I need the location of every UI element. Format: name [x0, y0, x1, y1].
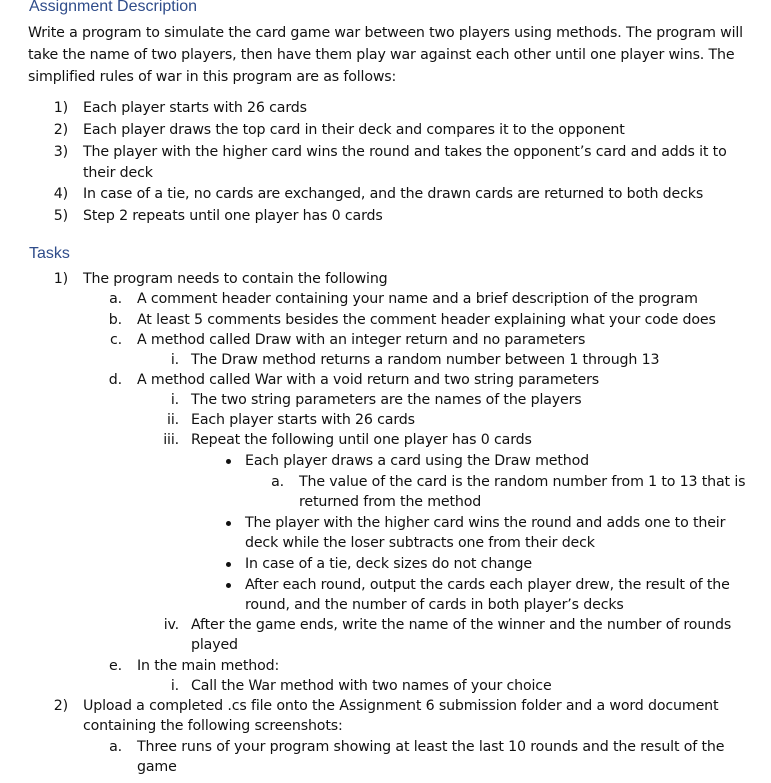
task-1c-i-text: The Draw method returns a random number between 1 through 13	[191, 352, 660, 368]
task-1d-iii-marker: iii.	[163, 432, 179, 448]
task-1c-marker: c.	[109, 332, 122, 348]
task-1c-i-marker: i.	[170, 352, 179, 368]
rule-2-marker: 2)	[53, 122, 68, 138]
task-1d-iv-marker: iv.	[163, 617, 179, 633]
bullet-1-text: Each player draws a card using the Draw method	[245, 453, 589, 469]
task-2a-text-line-1: Three runs of your program showing at least the last 10 rounds and the result of the	[137, 739, 725, 755]
task-1e-i-text: Call the War method with two names of your choice	[191, 678, 552, 694]
task-1a-text: A comment header containing your name and a brief description of the program	[137, 291, 698, 307]
task-1d-ii-marker: ii.	[167, 412, 179, 428]
task-1d-iv-text-line-1: After the game ends, write the name of the winner and the number of rounds	[191, 617, 732, 633]
task-1d-marker: d.	[108, 372, 122, 388]
intro-paragraph: Write a program to simulate the card game war between two players using methods. The program will take the name of two players, then have them play war against each other until one player wins. The simplified rules of war in this program are as follows:	[28, 25, 743, 85]
task-1e-text: In the main method:	[137, 658, 280, 674]
task-1e-i-marker: i.	[170, 678, 179, 694]
rule-4-text: In case of a tie, no cards are exchanged, and the drawn cards are returned to both decks	[83, 186, 704, 202]
task-2-text-line-1: Upload a completed .cs file onto the Assignment 6 submission folder and a word document	[83, 698, 719, 714]
bullet-3-icon	[226, 562, 231, 567]
task-1b-marker: b.	[108, 312, 122, 328]
bullet-3-text: In case of a tie, deck sizes do not change	[245, 556, 532, 572]
task-2-text-line-2: containing the following screenshots:	[83, 718, 343, 734]
rule-4-marker: 4)	[53, 186, 68, 202]
task-1d-ii-text: Each player starts with 26 cards	[191, 412, 415, 428]
rule-2-text: Each player draws the top card in their deck and compares it to the opponent	[83, 122, 625, 138]
task-1d-iv-text-line-2: played	[191, 637, 238, 653]
rule-3-text-line-2: their deck	[83, 165, 153, 181]
tasks-heading: Tasks	[29, 245, 70, 262]
task-1d-i-marker: i.	[170, 392, 179, 408]
rule-5-marker: 5)	[53, 208, 68, 224]
rule-3-marker: 3)	[53, 144, 68, 160]
bullet-2-text-line-1: The player with the higher card wins the round and adds one to their	[245, 515, 726, 531]
task-1d-iii-text: Repeat the following until one player has 0 cards	[191, 432, 532, 448]
bullet-4-text-line-1: After each round, output the cards each player drew, the result of the	[245, 577, 730, 593]
bullet-1a-text-line-1: The value of the card is the random number from 1 to 13 that is	[299, 474, 746, 490]
task-2-marker: 2)	[53, 698, 68, 714]
task-1d-i-text: The two string parameters are the names of the players	[191, 392, 582, 408]
rule-1-marker: 1)	[53, 100, 68, 116]
task-1e-marker: e.	[109, 658, 122, 674]
rule-1-text: Each player starts with 26 cards	[83, 100, 307, 116]
bullet-4-text-line-2: round, and the number of cards in both player’s decks	[245, 597, 624, 613]
bullet-2-icon	[226, 521, 231, 526]
task-1-marker: 1)	[53, 271, 68, 287]
rule-3-text-line-1: The player with the higher card wins the round and takes the opponent’s card and adds it to	[83, 144, 727, 160]
task-1a-marker: a.	[109, 291, 122, 307]
task-1d-text: A method called War with a void return and two string parameters	[137, 372, 600, 388]
task-1-text: The program needs to contain the following	[83, 271, 388, 287]
assignment-description-heading: Assignment Description	[29, 0, 198, 15]
bullet-1a-text-line-2: returned from the method	[299, 494, 482, 510]
bullet-1a-marker: a.	[271, 474, 284, 490]
rule-5-text: Step 2 repeats until one player has 0 cards	[83, 208, 383, 224]
task-1c-text: A method called Draw with an integer return and no parameters	[137, 332, 586, 348]
bullet-1-icon	[226, 459, 231, 464]
bullet-4-icon	[226, 583, 231, 588]
bullet-2-text-line-2: deck while the loser subtracts one from their deck	[245, 535, 595, 551]
task-2a-marker: a.	[109, 739, 122, 755]
task-2a-text-line-2: game	[137, 759, 177, 775]
task-1b-text: At least 5 comments besides the comment header explaining what your code does	[137, 312, 716, 328]
